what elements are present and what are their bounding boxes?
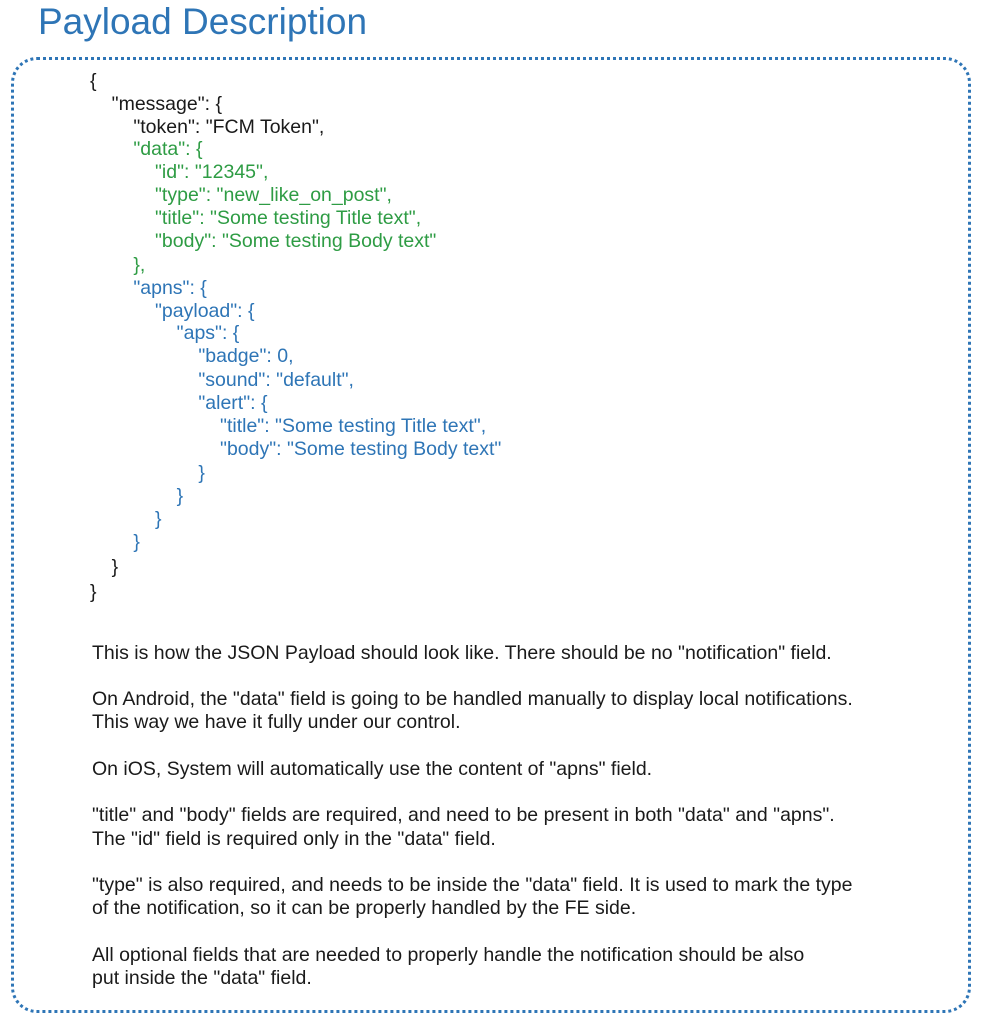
code-line: "body": "Some testing Body text": [90, 438, 502, 460]
code-line: "token": "FCM Token",: [90, 116, 325, 138]
diagram-title: Payload Description: [38, 1, 368, 42]
code-line: }: [90, 485, 184, 507]
code-line: "sound": "default",: [90, 369, 354, 391]
code-line: }: [90, 531, 140, 553]
code-line: "data": {: [90, 138, 203, 160]
description-line: On iOS, System will automatically use the content of "apns" field.: [92, 758, 653, 780]
code-line: "alert": {: [90, 392, 268, 414]
description-line: This way we have it fully under our control.: [92, 711, 461, 733]
code-line: }: [90, 462, 205, 484]
description-line: "title" and "body" fields are required, and need to be present in both "data" and "apns".: [92, 804, 835, 826]
code-line: "message": {: [90, 93, 222, 115]
code-line: "id": "12345",: [90, 161, 269, 183]
code-line: }: [90, 556, 119, 578]
code-line: "aps": {: [90, 322, 240, 344]
code-line: {: [90, 70, 97, 92]
code-line: "body": "Some testing Body text": [90, 230, 437, 252]
code-line: }: [90, 508, 162, 530]
code-line: }: [90, 581, 97, 603]
code-line: "title": "Some testing Title text",: [90, 415, 487, 437]
description-line: All optional fields that are needed to properly handle the notification should be also: [92, 944, 805, 966]
description-line: This is how the JSON Payload should look like. There should be no "notification" field.: [92, 642, 832, 664]
description-line: put inside the "data" field.: [92, 967, 312, 989]
description-line: On Android, the "data" field is going to be handled manually to display local notifications.: [92, 688, 853, 710]
code-line: "badge": 0,: [90, 345, 294, 367]
code-line: "type": "new_like_on_post",: [90, 184, 392, 206]
code-line: "payload": {: [90, 300, 255, 322]
code-line: },: [90, 254, 146, 276]
code-line: "apns": {: [90, 277, 207, 299]
code-line: "title": "Some testing Title text",: [90, 207, 422, 229]
description-line: "type" is also required, and needs to be inside the "data" field. It is used to mark the type: [92, 874, 853, 896]
description-line: The "id" field is required only in the "data" field.: [92, 828, 496, 850]
description-line: of the notification, so it can be properly handled by the FE side.: [92, 897, 637, 919]
